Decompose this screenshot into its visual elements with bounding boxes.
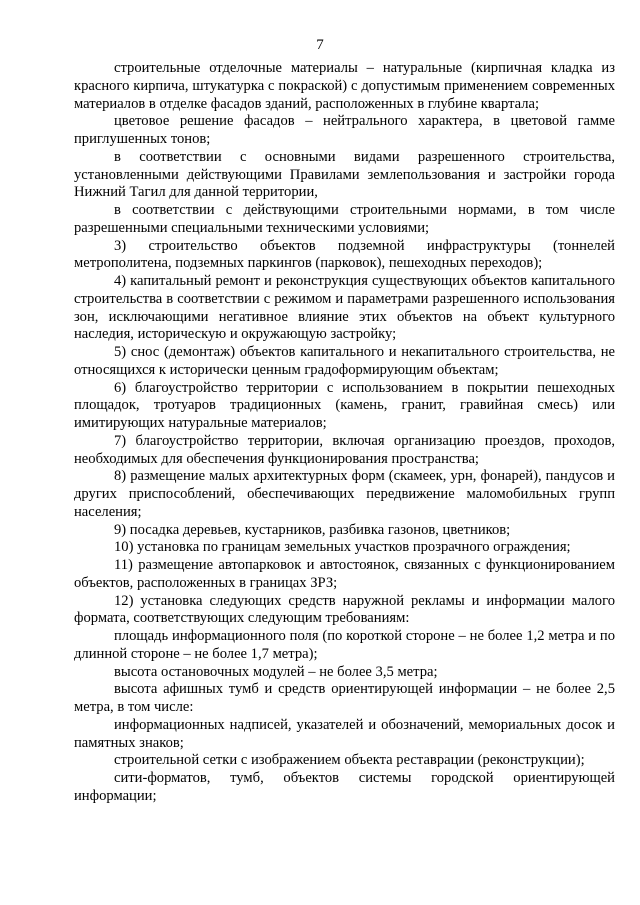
paragraph-inscriptions-plaques: информационных надписей, указателей и обозначений, мемориальных досок и памятных знаков;	[74, 716, 615, 751]
paragraph-item-8: 8) размещение малых архитектурных форм (скамеек, урн, фонарей), пандусов и других приспособлений, обеспечивающих передвижение маломобильных групп населения;	[74, 468, 615, 520]
paragraph-item-3: 3) строительство объектов подземной инфраструктуры (тоннелей метрополитена, подземных паркингов (парковок), пешеходных переходов);	[74, 237, 615, 272]
paragraph-item-6: 6) благоустройство территории с использованием в покрытии пешеходных площадок, тротуаров традиционных (камень, гранит, гравийная смесь) или имитирующих натуральные материалов;	[74, 379, 615, 431]
page-number: 7	[316, 37, 324, 53]
paragraph-land-use-rules: в соответствии с основными видами разрешенного строительства, установленными действующими Правилами землепользования и застройки города Нижний Тагил для данной территории,	[74, 148, 615, 201]
paragraph-item-4: 4) капитальный ремонт и реконструкция существующих объектов капитального строительства в соответствии с режимом и параметрами разрешенного использования зон, исключающими негативное влияние этих объектов на объект культурного наследия, историческую и окружающую застройку;	[74, 273, 615, 343]
paragraph-info-field-area: площадь информационного поля (по короткой стороне – не более 1,2 метра и по длинной стороне – не более 1,7 метра);	[74, 628, 615, 662]
paragraph-construction-mesh: строительной сетки с изображением объекта реставрации (реконструкции);	[114, 752, 585, 769]
paragraph-item-10: 10) установка по границам земельных участков прозрачного ограждения;	[114, 539, 571, 556]
paragraph-building-norms: в соответствии с действующими строительными нормами, в том числе разрешенными специальными техническими условиями;	[74, 202, 615, 236]
paragraph-item-11: 11) размещение автопарковок и автостоянок, связанных с функционированием объектов, расположенных в границах ЗРЗ;	[74, 557, 615, 591]
paragraph-item-5: 5) снос (демонтаж) объектов капитального и некапитального строительства, не относящихся к исторически ценным градоформирующим объектам;	[74, 344, 615, 378]
paragraph-facade-materials: строительные отделочные материалы – натуральные (кирпичная кладка из красного кирпича, штукатурка с покраской) с допустимым применением современных материалов в отделке фасадов зданий, расположенных в глубине квартала;	[74, 60, 615, 112]
paragraph-stop-module-height: высота остановочных модулей – не более 3,5 метра;	[114, 663, 438, 680]
paragraph-item-12: 12) установка следующих средств наружной рекламы и информации малого формата, соответствующих следующим требованиям:	[74, 592, 615, 627]
paragraph-item-9: 9) посадка деревьев, кустарников, разбивка газонов, цветников;	[114, 521, 511, 538]
paragraph-facade-color: цветовое решение фасадов – нейтрального характера, в цветовой гамме приглушенных тонов;	[74, 113, 615, 147]
paragraph-item-7: 7) благоустройство территории, включая организацию проездов, проходов, необходимых для обеспечения функционирования пространства;	[74, 432, 615, 467]
document-body	[74, 60, 615, 806]
paragraph-city-formats: сити-форматов, тумб, объектов системы городской ориентирующей информации;	[74, 770, 615, 804]
paragraph-poster-column-height: высота афишных тумб и средств ориентирующей информации – не более 2,5 метра, в том числе:	[74, 681, 615, 715]
